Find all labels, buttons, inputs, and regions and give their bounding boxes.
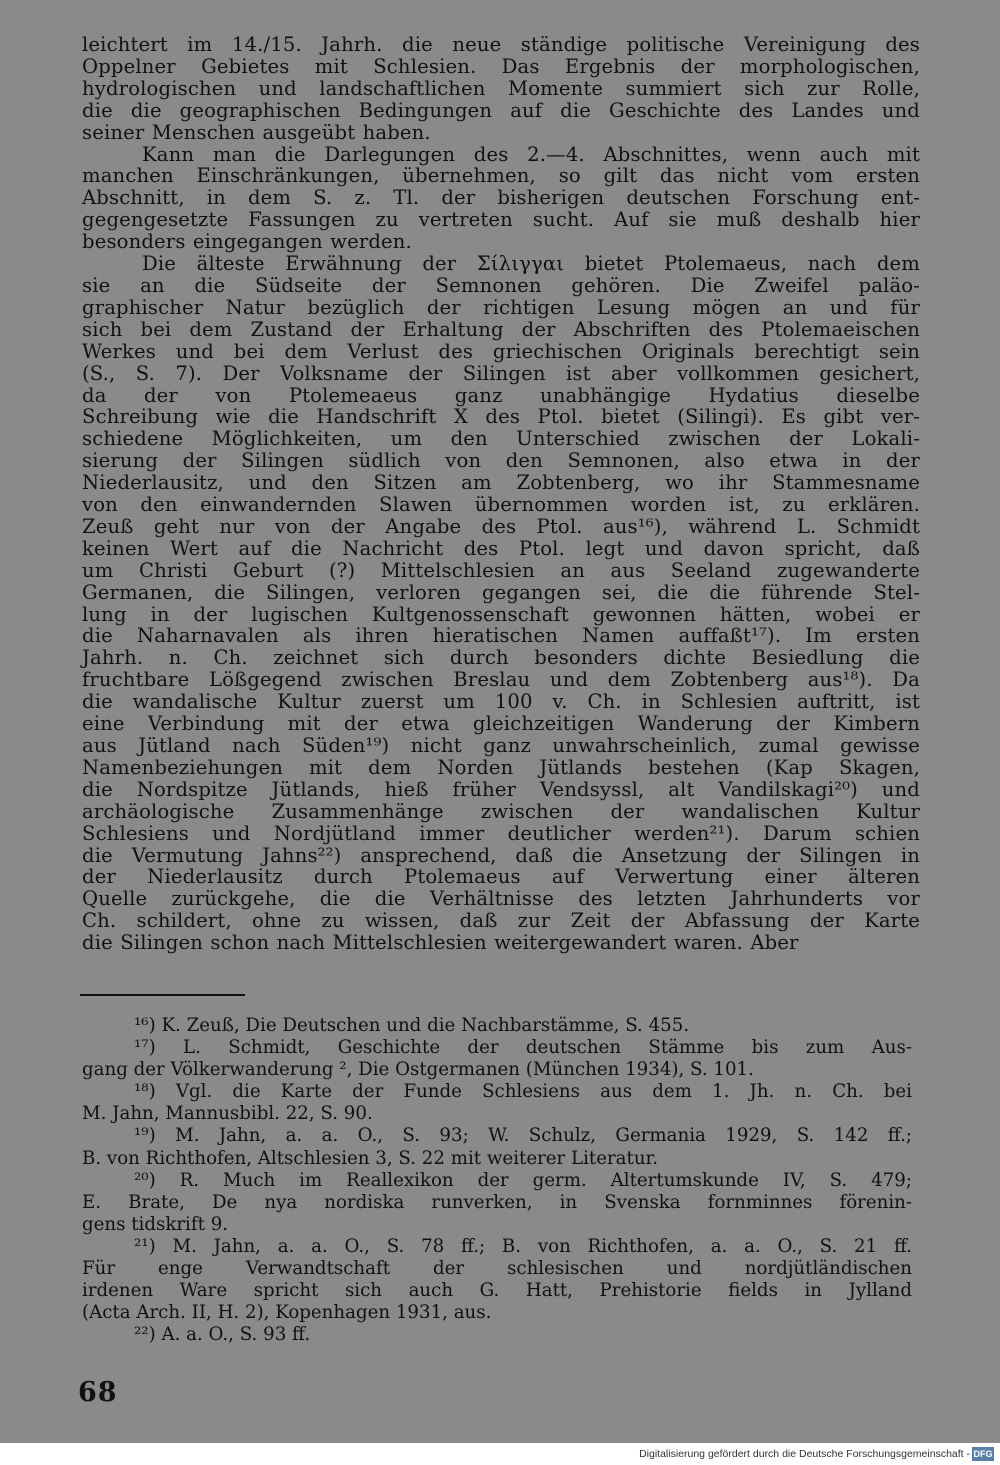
text-line: die Vermutung Jahns²²) ansprechend, daß die Ansetzung der Silingen in — [82, 843, 920, 867]
footnote-line: ¹⁸) Vgl. die Karte der Funde Schlesiens aus dem 1. Jh. n. Ch. bei — [134, 1081, 912, 1103]
text-line: Germanen, die Silingen, verloren gegangen sei, die die führende Stel- — [82, 580, 920, 604]
footnote-line: ²²) A. a. O., S. 93 ff. — [134, 1324, 311, 1346]
text-line: Ch. schildert, ohne zu wissen, daß zur Zeit der Abfassung der Karte — [82, 909, 920, 933]
text-line: Kann man die Darlegungen des 2.—4. Abschnittes, wenn auch mit — [142, 142, 920, 166]
text-line: lung in der lugischen Kultgenossenschaft gewonnen hätten, wobei er — [82, 602, 920, 626]
text-line: leichtert im 14./15. Jahrh. die neue ständige politische Vereinigung des — [82, 33, 920, 56]
footnote — [82, 1125, 912, 1169]
text-line: von den einwandernden Slawen übernommen worden ist, zu erklären. — [82, 493, 920, 517]
text-line: Oppelner Gebietes mit Schlesien. Das Ergebnis der morphologischen, — [82, 54, 920, 78]
digitization-footer — [0, 1443, 1000, 1465]
footnote-line: M. Jahn, Mannusbibl. 22, S. 90. — [82, 1103, 373, 1125]
footnote-line: ²⁰) R. Much im Reallexikon der germ. Altertumskunde IV, S. 479; — [134, 1169, 912, 1191]
footnote-line: gang der Völkerwanderung ², Die Ostgermanen (München 1934), S. 101. — [82, 1059, 754, 1081]
text-line: sie an die Südseite der Semnonen gehören. Die Zweifel paläo- — [82, 273, 920, 297]
footer-credit: Digitalisierung gefördert durch die Deutsche Forschungsgemeinschaft - — [639, 1448, 970, 1460]
page-number: 68 — [78, 1377, 118, 1408]
paragraph-3 — [82, 253, 920, 954]
footnote-line: ²¹) M. Jahn, a. a. O., S. 78 ff.; B. von Richthofen, a. a. O., S. 21 ff. — [134, 1235, 912, 1257]
text-line: Jahrh. n. Ch. zeichnet sich durch besonders dichte Besiedlung die — [82, 646, 920, 670]
text-line: Zeuß geht nur von der Angabe des Ptol. aus¹⁶), während L. Schmidt — [82, 514, 920, 538]
text-line: Quelle zurückgehe, die die Verhältnisse des letzten Jahrhunderts vor — [82, 887, 920, 911]
footnote-line: irdenen Ware spricht sich auch G. Hatt, Prehistorie fields in Jylland — [82, 1280, 912, 1302]
footnote — [82, 1081, 912, 1125]
text-line: schiedene Möglichkeiten, um den Unterschied zwischen der Lokali- — [82, 427, 920, 451]
footnote — [82, 1015, 912, 1037]
footnote-line: Für enge Verwandtschaft der schlesischen und nordjütländischen — [82, 1258, 912, 1280]
text-line: Namenbeziehungen mit dem Norden Jütlands bestehen (Kap Skagen, — [82, 755, 920, 779]
text-line: Werkes und bei dem Verlust des griechischen Originals berechtigt sein — [82, 339, 920, 363]
footnote-line: E. Brate, De nya nordiska runverken, in Svenska fornminnes förenin- — [82, 1191, 912, 1213]
footnote — [82, 1324, 912, 1346]
paragraph-2 — [82, 144, 920, 254]
footnotes — [82, 1015, 912, 1346]
text-line: graphischer Natur bezüglich der richtigen Lesung mögen an und für — [82, 295, 920, 319]
text-line: seiner Menschen ausgeübt haben. — [82, 120, 431, 144]
text-line: aus Jütland nach Süden¹⁹) nicht ganz unwahrscheinlich, zumal gewisse — [82, 734, 920, 757]
text-line: die Naharnavalen als ihren hieratischen Namen auffaßt¹⁷). Im ersten — [82, 624, 920, 648]
text-line: hydrologischen und landschaftlichen Momente summiert sich zur Rolle, — [82, 76, 920, 100]
text-line: die Nordspitze Jütlands, hieß früher Vendsyssl, alt Vandilskagi²⁰) und — [82, 777, 920, 801]
footnote-line: ¹⁶) K. Zeuß, Die Deutschen und die Nachbarstämme, S. 455. — [134, 1015, 690, 1036]
text-line: sierung der Silingen südlich von den Semnonen, also etwa in der — [82, 449, 920, 473]
text-line: die die geographischen Bedingungen auf die Geschichte des Landes und — [82, 98, 920, 122]
text-line: fruchtbare Lößgegend zwischen Breslau und dem Zobtenberg aus¹⁸). Da — [82, 668, 920, 692]
text-line: gegengesetzte Fassungen zu vertreten sucht. Auf sie muß deshalb hier — [82, 208, 920, 232]
footnote-line: (Acta Arch. II, H. 2), Kopenhagen 1931, aus. — [82, 1302, 492, 1324]
footnote-line: ¹⁹) M. Jahn, a. a. O., S. 93; W. Schulz, Germania 1929, S. 142 ff.; — [134, 1125, 912, 1147]
body-text — [82, 34, 920, 954]
text-line: um Christi Geburt (?) Mittelschlesien an aus Seeland zugewanderte — [82, 558, 920, 582]
text-line: Niederlausitz, und den Sitzen am Zobtenberg, wo ihr Stammesname — [82, 471, 920, 495]
text-line: der Niederlausitz durch Ptolemaeus auf Verwertung einer älteren — [82, 865, 920, 889]
text-line: keinen Wert auf die Nachricht des Ptol. legt und davon spricht, daß — [82, 536, 920, 560]
footnote — [82, 1170, 912, 1236]
text-line: eine Verbindung mit der etwa gleichzeitigen Wanderung der Kimbern — [82, 712, 920, 736]
text-line: sich bei dem Zustand der Erhaltung der Abschriften des Ptolemaeischen — [82, 317, 920, 341]
text-line: Schlesiens und Nordjütland immer deutlicher werden²¹). Darum schien — [82, 821, 920, 845]
text-line: die Silingen schon nach Mittelschlesien weitergewandert waren. Aber — [82, 931, 799, 955]
dfg-logo-icon: DFG — [973, 1449, 993, 1459]
text-line: Schreibung wie die Handschrift X des Ptol. bietet (Silingi). Es gibt ver- — [82, 405, 920, 429]
text-line: besonders eingegangen werden. — [82, 230, 412, 254]
text-line: Die älteste Erwähnung der Σίλιγγαι bietet Ptolemaeus, nach dem — [142, 252, 920, 276]
footnote — [82, 1037, 912, 1081]
footnote-line: B. von Richthofen, Altschlesien 3, S. 22 mit weiterer Literatur. — [82, 1147, 659, 1169]
footnote — [82, 1236, 912, 1324]
footnote-separator — [80, 994, 245, 996]
text-line: archäologische Zusammenhänge zwischen der wandalischen Kultur — [82, 799, 920, 823]
text-line: da der von Ptolemeaeus ganz unabhängige Hydatius dieselbe — [82, 383, 920, 407]
paragraph-1 — [82, 34, 920, 144]
text-line: manchen Einschränkungen, übernehmen, so gilt das nicht vom ersten — [82, 164, 920, 188]
text-line: (S., S. 7). Der Volksname der Silingen ist aber vollkommen gesichert, — [82, 361, 920, 385]
text-line: die wandalische Kultur zuerst um 100 v. Ch. in Schlesien auftritt, ist — [82, 690, 920, 714]
text-line: Abschnitt, in dem S. z. Tl. der bisherigen deutschen Forschung ent- — [82, 186, 920, 210]
footnote-line: ¹⁷) L. Schmidt, Geschichte der deutschen Stämme bis zum Aus- — [134, 1037, 912, 1059]
footnote-line: gens tidskrift 9. — [82, 1213, 229, 1235]
